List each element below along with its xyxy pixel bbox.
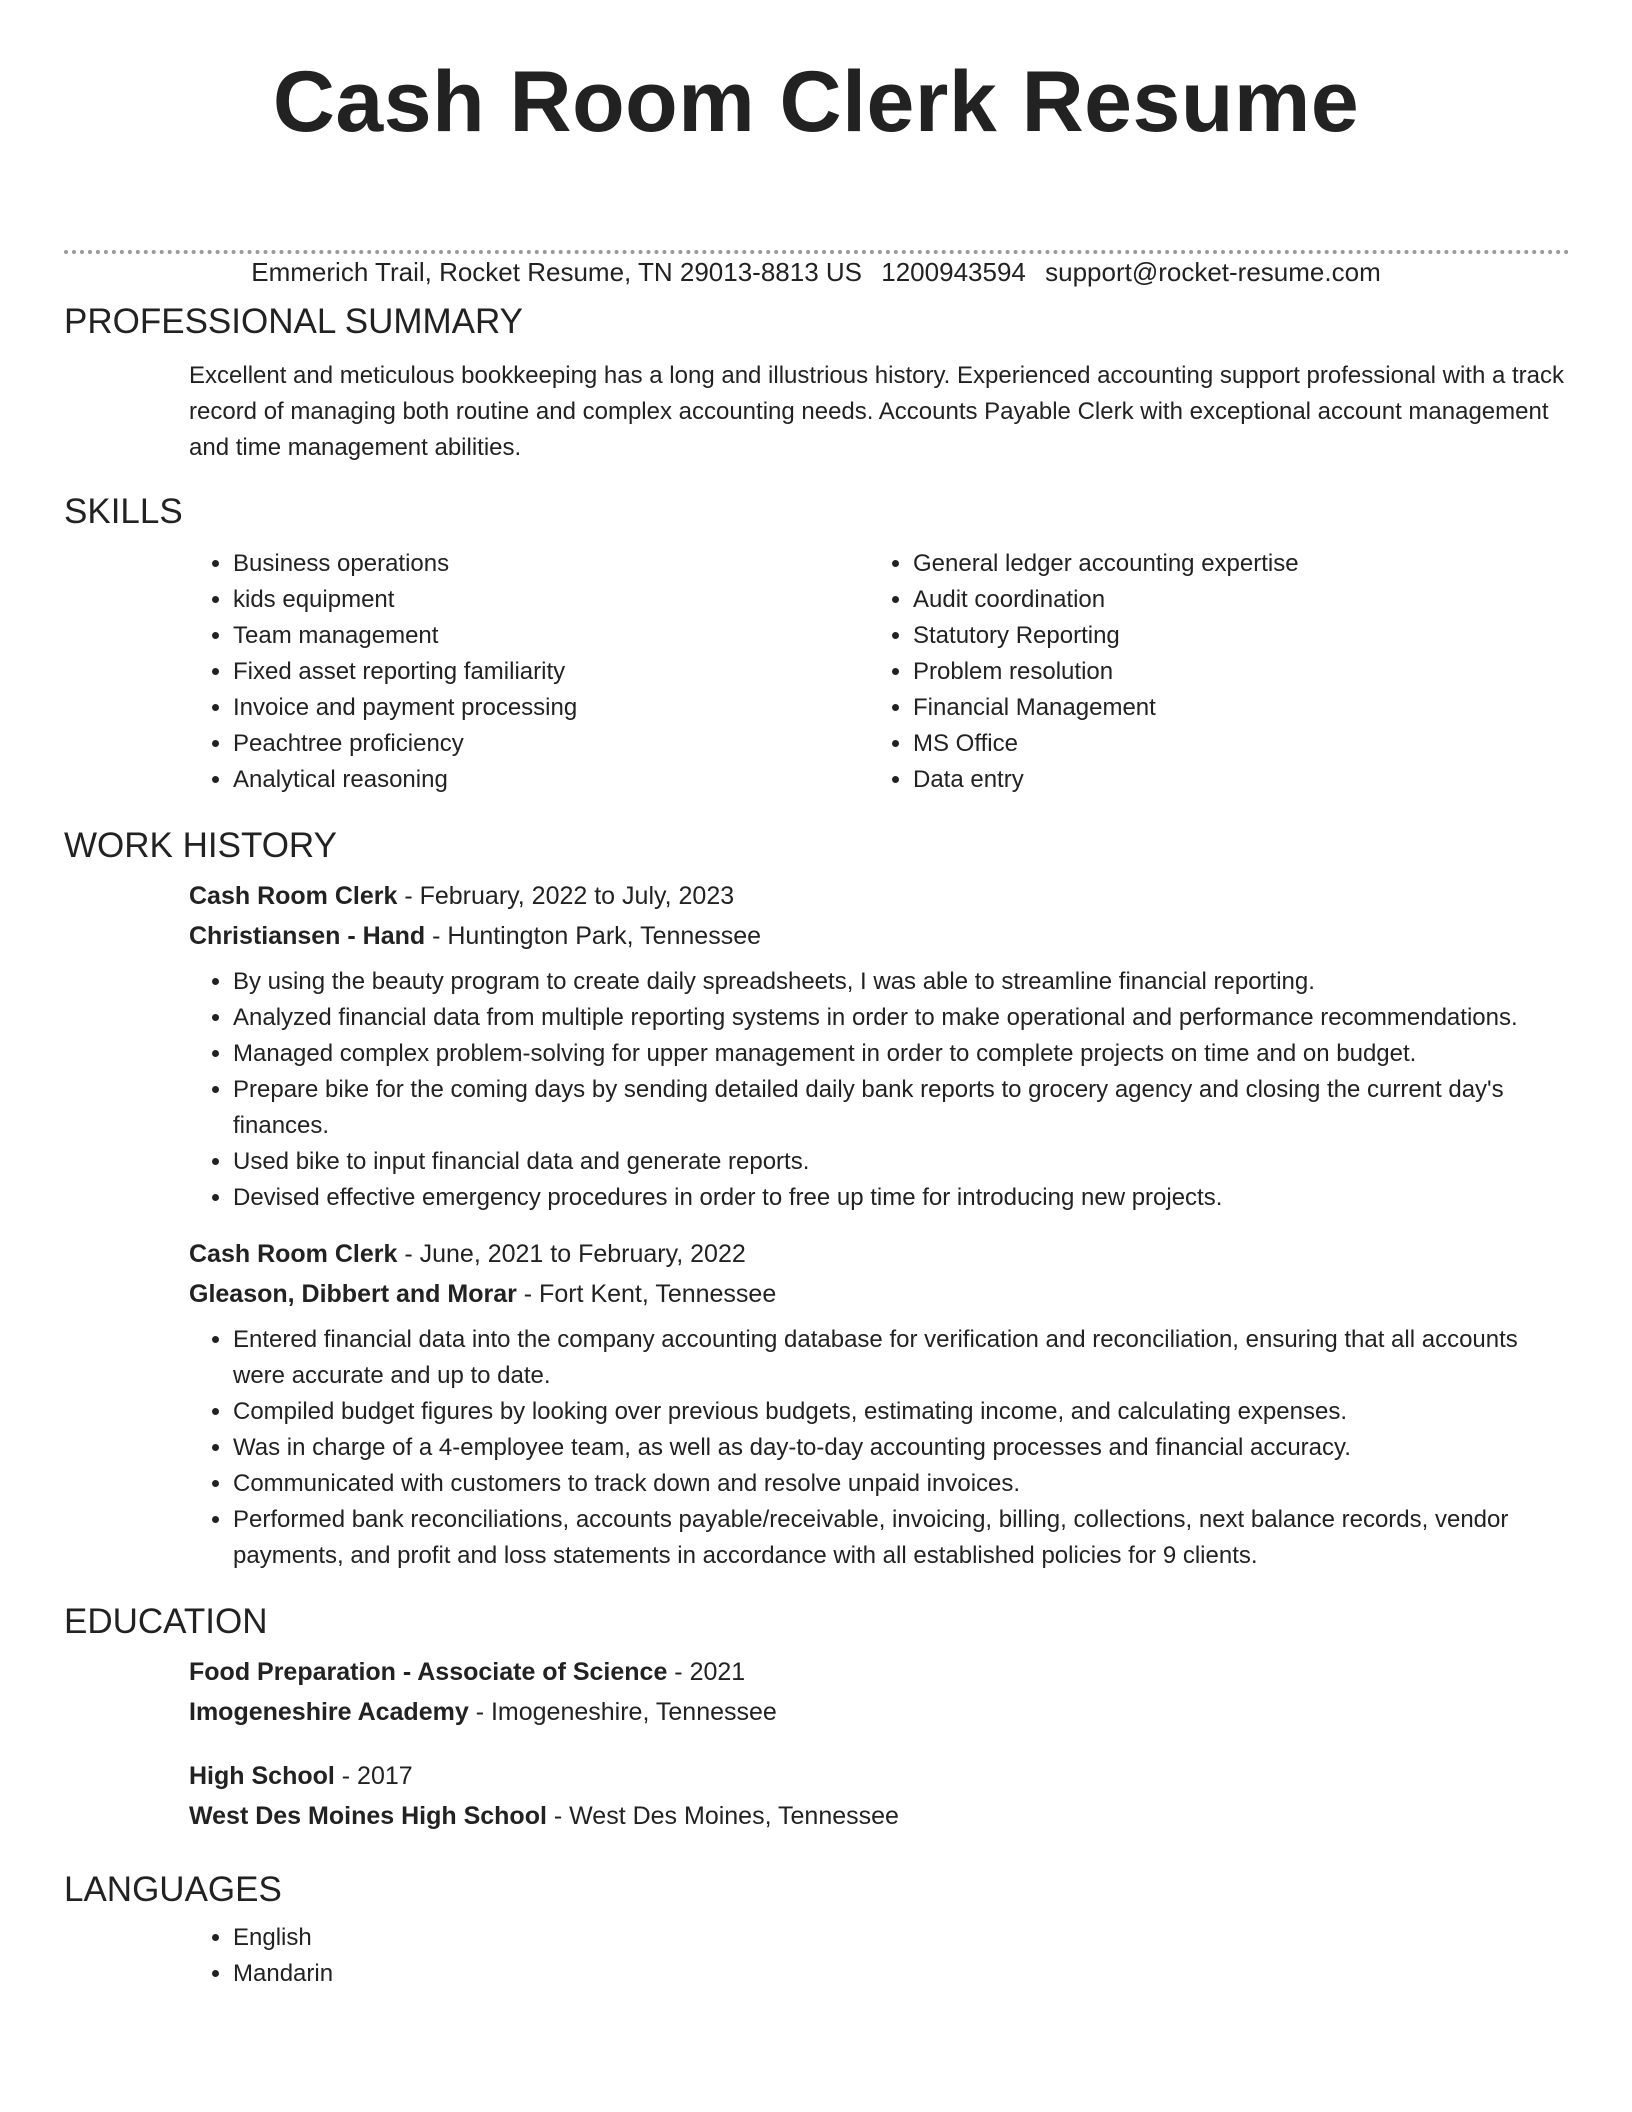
skill-item: • MS Office — [913, 726, 1549, 762]
education-list — [189, 1652, 1570, 1836]
skill-item: • Peachtree proficiency — [233, 726, 869, 762]
job-bullet: • By using the beauty program to create daily spreadsheets, I was able to streamline financial reporting. — [233, 964, 1570, 1000]
skill-item: • Invoice and payment processing — [233, 690, 869, 726]
job-bullet: • Used bike to input financial data and generate reports. — [233, 1144, 1570, 1180]
summary-text: Excellent and meticulous bookkeeping has a long and illustrious history. Experienced accounting support professional with a track record of managing both routine and complex accounting needs. Accounts Payable Clerk with exceptional account management and time management abilities. — [189, 362, 1565, 461]
skill-item: • Fixed asset reporting familiarity — [233, 654, 869, 690]
contact-email[interactable]: support@rocket-resume.com — [1045, 257, 1381, 287]
resume-title: Cash Room Clerk Resume — [272, 54, 1360, 150]
skill-item: • Statutory Reporting — [913, 618, 1549, 654]
language-item: • Mandarin — [233, 1956, 1570, 1992]
skill-item: • Problem resolution — [913, 654, 1549, 690]
degree-name: High School — [189, 1762, 335, 1790]
degree-year: - 2021 — [667, 1658, 746, 1686]
job-company: Gleason, Dibbert and Morar — [189, 1280, 517, 1308]
job-bullet: • Managed complex problem-solving for upper management in order to complete projects on time and on budget. — [233, 1036, 1570, 1072]
job-bullet: • Analyzed financial data from multiple reporting systems in order to make operational and performance recommendations. — [233, 1000, 1570, 1036]
skills-column-right — [869, 546, 1549, 798]
job-title: Cash Room Clerk — [189, 882, 398, 910]
skill-item: • Data entry — [913, 762, 1549, 798]
contact-phone: 1200943594 — [881, 257, 1026, 287]
job-entry — [189, 1234, 1570, 1574]
degree-year: - 2017 — [334, 1762, 413, 1790]
job-company-line — [189, 1274, 1570, 1314]
skill-item: • Analytical reasoning — [233, 762, 869, 798]
skill-item: • Financial Management — [913, 690, 1549, 726]
skill-item: • General ledger accounting expertise — [913, 546, 1549, 582]
degree-line — [189, 1756, 1570, 1796]
resume-content — [64, 292, 1570, 1992]
header-divider — [64, 250, 1570, 254]
skill-item: • kids equipment — [233, 582, 869, 618]
skill-item: • Business operations — [233, 546, 869, 582]
summary-heading: PROFESSIONAL SUMMARY — [64, 302, 523, 341]
job-bullet: • Was in charge of a 4-employee team, as well as day-to-day accounting processes and financial accuracy. — [233, 1430, 1570, 1466]
resume-header — [0, 0, 1632, 287]
work-history-heading: WORK HISTORY — [64, 826, 337, 865]
degree-line — [189, 1652, 1570, 1692]
job-location: - Huntington Park, Tennessee — [425, 922, 762, 950]
language-item: • English — [233, 1920, 1570, 1956]
languages-list — [189, 1920, 1570, 1992]
school-location: - Imogeneshire, Tennessee — [468, 1698, 777, 1726]
school-location: - West Des Moines, Tennessee — [546, 1802, 899, 1830]
school-line — [189, 1692, 1570, 1732]
skill-item: • Team management — [233, 618, 869, 654]
degree-name: Food Preparation - Associate of Science — [189, 1658, 668, 1686]
languages-heading: LANGUAGES — [64, 1870, 282, 1909]
education-heading: EDUCATION — [64, 1602, 268, 1641]
job-dates: - February, 2022 to July, 2023 — [397, 882, 735, 910]
job-bullet: • Performed bank reconciliations, accounts payable/receivable, invoicing, billing, collections, next balance records, vendor payments, and profit and loss statements in accordance with all established policies for 9 clients. — [233, 1502, 1570, 1574]
job-bullet: • Prepare bike for the coming days by sending detailed daily bank reports to grocery agency and closing the current day's finances. — [233, 1072, 1570, 1144]
job-bullet: • Compiled budget figures by looking over previous budgets, estimating income, and calculating expenses. — [233, 1394, 1570, 1430]
job-company-line — [189, 916, 1570, 956]
job-bullet: • Entered financial data into the company accounting database for verification and reconciliation, ensuring that all accounts were accurate and up to date. — [233, 1322, 1570, 1394]
job-title-line — [189, 876, 1570, 916]
work-history-list — [189, 876, 1570, 1574]
skills-heading: SKILLS — [64, 492, 183, 531]
education-entry — [189, 1756, 1570, 1836]
school-name: Imogeneshire Academy — [189, 1698, 469, 1726]
skills-column-left — [189, 546, 869, 798]
skill-item: • Audit coordination — [913, 582, 1549, 618]
education-entry — [189, 1652, 1570, 1732]
job-company: Christiansen - Hand — [189, 922, 426, 950]
job-bullet: • Devised effective emergency procedures in order to free up time for introducing new projects. — [233, 1180, 1570, 1216]
job-title: Cash Room Clerk — [189, 1240, 398, 1268]
contact-address: Emmerich Trail, Rocket Resume, TN 29013-8813 US — [251, 257, 863, 287]
job-entry — [189, 876, 1570, 1216]
job-location: - Fort Kent, Tennessee — [516, 1280, 777, 1308]
school-name: West Des Moines High School — [189, 1802, 547, 1830]
skills-list — [189, 546, 1570, 798]
job-title-line — [189, 1234, 1570, 1274]
job-dates: - June, 2021 to February, 2022 — [397, 1240, 746, 1268]
school-line — [189, 1796, 1570, 1836]
job-bullet: • Communicated with customers to track down and resolve unpaid invoices. — [233, 1466, 1570, 1502]
